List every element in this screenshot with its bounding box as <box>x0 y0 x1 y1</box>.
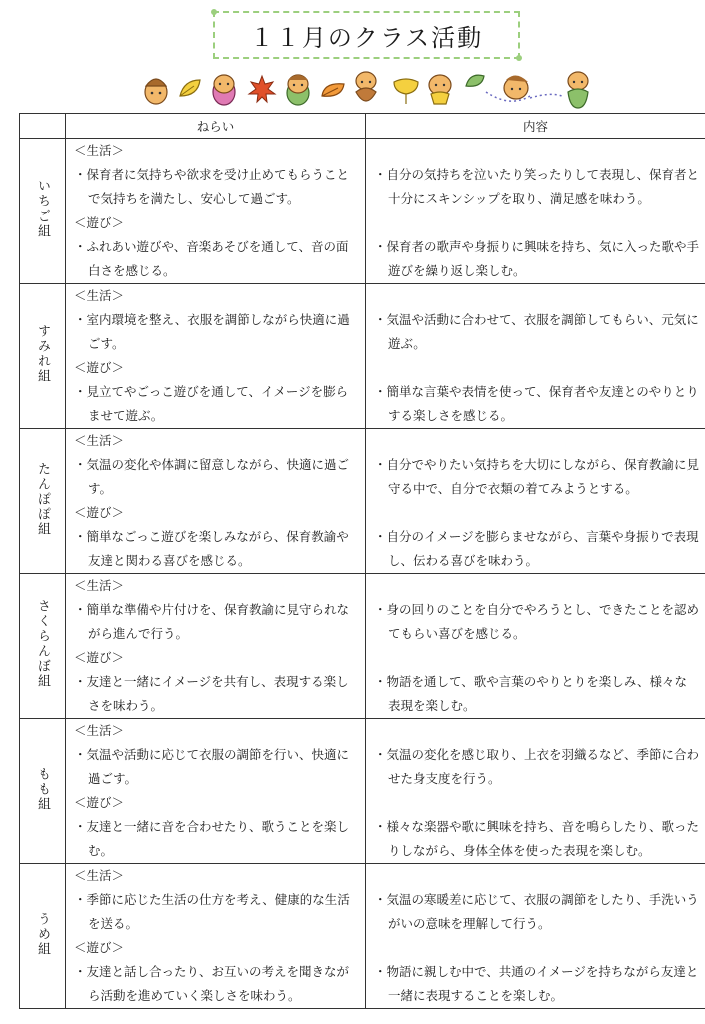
maple-leaf-icon <box>249 76 275 102</box>
aim-cell <box>66 139 366 284</box>
content-life-text: ・自分の気持ちを泣いたり笑ったりして表現し、保育者と十分にスキンシップを取り、満足感を味わう。 <box>374 167 700 206</box>
acorn-icon <box>356 72 376 101</box>
class-name: うめ組 <box>35 911 50 957</box>
aim-cell <box>66 719 366 864</box>
aim-play-text: ・見立てやごっこ遊びを通して、イメージを膨らませて遊ぶ。 <box>74 384 349 423</box>
ginkgo-leaf-icon <box>394 79 418 104</box>
content-cell <box>366 139 705 284</box>
life-section-label: ＜生活＞ <box>74 433 125 448</box>
life-section-label: ＜生活＞ <box>74 723 125 738</box>
aim-life-text: ・室内環境を整え、衣服を調節しながら快適に過ごす。 <box>74 312 350 351</box>
aim-cell <box>66 284 366 429</box>
life-section-label: ＜生活＞ <box>74 868 125 883</box>
content-life-text: ・身の回りのことを自分でやろうとし、できたことを認めてもらい喜びを感じる。 <box>374 602 700 641</box>
table-header-row <box>20 114 705 139</box>
aim-play-text: ・友達と一緒に音を合わせたり、歌うことを楽しむ。 <box>74 819 350 858</box>
aim-play-text: ・簡単なごっこ遊びを楽しみながら、保育教諭や友達と関わる喜びを感じる。 <box>74 529 349 568</box>
class-name-cell <box>20 284 66 429</box>
page-title: １１月のクラス活動 <box>249 23 484 52</box>
content-play-text: ・簡単な言葉や表情を使って、保育者や友達とのやりとりする楽しさを感じる。 <box>374 384 699 423</box>
class-name: いちご組 <box>35 179 50 239</box>
life-section-label: ＜生活＞ <box>74 143 125 158</box>
content-life-text: ・自分でやりたい気持ちを大切にしながら、保育教諭に見守る中で、自分で衣類の着てみようとする。 <box>374 457 700 496</box>
aim-cell <box>66 864 366 1009</box>
table-row <box>20 864 705 1009</box>
aim-life-text: ・気温や活動に応じて衣服の調節を行い、快適に過ごす。 <box>74 747 350 786</box>
class-name-cell <box>20 864 66 1009</box>
play-section-label: ＜遊び＞ <box>74 215 125 230</box>
aim-play-text: ・友達と話し合ったり、お互いの考えを聞きながら活動を進めていく楽しさを味わう。 <box>74 964 350 1003</box>
aim-cell <box>66 429 366 574</box>
acorn-icon <box>568 72 588 108</box>
content-play-text: ・保育者の歌声や身振りに興味を持ち、気に入った歌や手遊びを繰り返し楽しむ。 <box>374 239 700 278</box>
aim-life-text: ・気温の変化や体調に留意しながら、快適に過ごす。 <box>74 457 350 496</box>
content-play-text: ・様々な楽器や歌に興味を持ち、音を鳴らしたり、歌ったりしながら、身体全体を使った表現を楽しむ。 <box>374 819 700 858</box>
content-life-text: ・気温の寒暖差に応じて、衣服の調節をしたり、手洗いうがいの意味を理解して行う。 <box>374 892 699 931</box>
content-cell <box>366 719 705 864</box>
table-row <box>20 574 705 719</box>
table-row <box>20 429 705 574</box>
content-life-text: ・気温や活動に合わせて、衣服を調節してもらい、元気に遊ぶ。 <box>374 312 699 351</box>
leaf-icon <box>322 84 344 97</box>
content-cell <box>366 864 705 1009</box>
play-section-label: ＜遊び＞ <box>74 795 125 810</box>
life-section-label: ＜生活＞ <box>74 288 125 303</box>
class-name-cell <box>20 139 66 284</box>
acorn-icon <box>213 75 235 105</box>
aim-play-text: ・ふれあい遊びや、音楽あそびを通して、音の面白さを感じる。 <box>74 239 349 278</box>
class-name: もも組 <box>35 766 50 812</box>
life-section-label: ＜生活＞ <box>74 578 125 593</box>
play-section-label: ＜遊び＞ <box>74 505 125 520</box>
class-name: すみれ組 <box>35 324 50 384</box>
header-corner <box>20 114 66 139</box>
content-cell <box>366 574 705 719</box>
class-name-cell <box>20 429 66 574</box>
class-name: たんぽぽ組 <box>35 461 50 537</box>
play-section-label: ＜遊び＞ <box>74 650 125 665</box>
play-section-label: ＜遊び＞ <box>74 940 125 955</box>
aim-life-text: ・簡単な準備や片付けを、保育教諭に見守られながら進んで行う。 <box>74 602 350 641</box>
acorn-icon <box>504 75 528 99</box>
table-row <box>20 139 705 284</box>
class-name-cell <box>20 719 66 864</box>
autumn-decoration-strip <box>130 68 600 112</box>
play-section-label: ＜遊び＞ <box>74 360 125 375</box>
aim-play-text: ・友達と一緒にイメージを共有し、表現する楽しさを味わう。 <box>74 674 349 713</box>
content-play-text: ・自分のイメージを膨らませながら、言葉や身振りで表現し、伝わる喜びを味わう。 <box>374 529 699 568</box>
class-activity-table <box>19 113 705 1009</box>
aim-life-text: ・保育者に気持ちや欲求を受け止めてもらうことで気持ちを満たし、安心して過ごす。 <box>74 167 350 206</box>
acorn-icon <box>287 75 309 105</box>
aim-life-text: ・季節に応じた生活の仕方を考え、健康的な生活を送る。 <box>74 892 350 931</box>
content-life-text: ・気温の変化を感じ取り、上衣を羽織るなど、季節に合わせた身支度を行う。 <box>374 747 700 786</box>
content-cell <box>366 429 705 574</box>
title-frame <box>213 11 520 59</box>
class-name-cell <box>20 574 66 719</box>
content-play-text: ・物語を通して、歌や言葉のやりとりを楽しみ、様々な表現を楽しむ。 <box>374 674 688 713</box>
acorn-icon <box>145 79 167 104</box>
leaf-icon <box>180 80 200 96</box>
content-cell <box>366 284 705 429</box>
header-content: 内容 <box>366 114 705 139</box>
aim-cell <box>66 574 366 719</box>
header-aim: ねらい <box>66 114 366 139</box>
table-row <box>20 719 705 864</box>
table-row <box>20 284 705 429</box>
leaf-icon <box>466 75 484 86</box>
class-name: さくらんぼ組 <box>35 599 50 689</box>
content-play-text: ・物語に親しむ中で、共通のイメージを持ちながら友達と一緒に表現することを楽しむ。 <box>374 964 699 1003</box>
acorn-icon <box>429 75 451 104</box>
